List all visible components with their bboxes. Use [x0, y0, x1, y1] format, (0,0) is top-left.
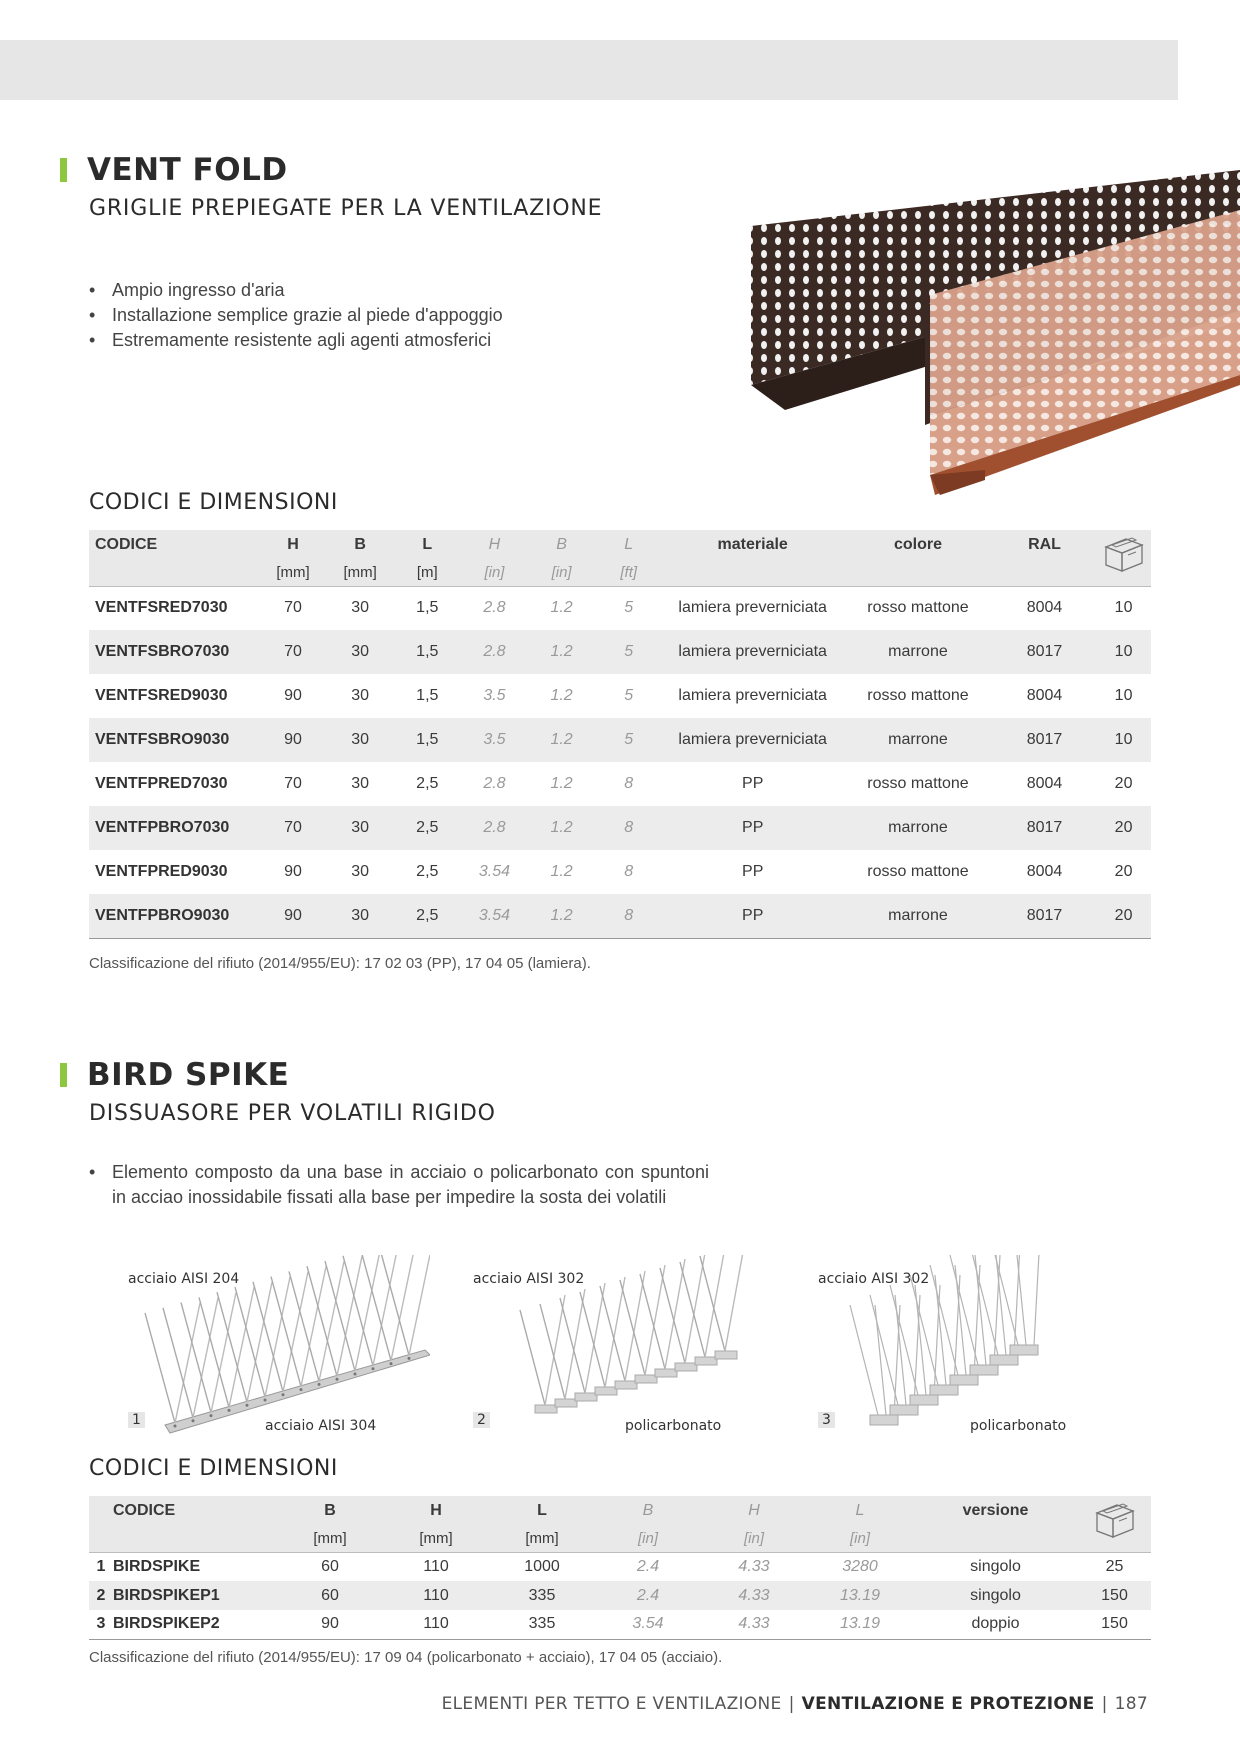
table-cell: singolo	[970, 1557, 1021, 1575]
table-cell: 70	[259, 630, 326, 674]
table-cell: 20	[1096, 806, 1151, 850]
table-cell: PP	[742, 775, 764, 792]
table-title: CODICI E DIMENSIONI	[89, 490, 338, 515]
figure-number: 1	[128, 1412, 145, 1428]
table-cell: 2.4	[636, 1557, 660, 1575]
table-cell: 4.33	[738, 1615, 770, 1633]
table-cell: 1.2	[550, 775, 573, 792]
table-cell: 1.2	[528, 806, 595, 850]
accent-bar	[60, 1063, 67, 1087]
table-cell: 10	[1114, 687, 1133, 704]
accent-bar	[60, 158, 67, 182]
table-cell: rosso mattone	[867, 687, 969, 704]
table-row	[89, 674, 1151, 718]
table-cell: lamiera preverniciata	[678, 687, 827, 704]
table-cell: 1.2	[550, 863, 573, 880]
table-cell: 10	[1096, 718, 1151, 762]
waste-classification-note: Classificazione del rifiuto (2014/955/EU): 17 09 04 (policarbonato + acciaio), 17 04 05 (acciaio).	[89, 1649, 723, 1666]
table-cell: 60	[321, 1557, 339, 1575]
table-row	[89, 850, 1151, 894]
table-cell: 90	[259, 718, 326, 762]
footer-separator: |	[788, 1694, 795, 1714]
table-cell: VENTFPRED7030	[95, 775, 228, 792]
table-cell: 2,5	[394, 894, 461, 938]
material-label-top: acciaio AISI 204	[128, 1271, 240, 1287]
table-row	[89, 1552, 1151, 1581]
table-cell: marrone	[843, 894, 993, 938]
col-h-in: H	[701, 1496, 807, 1526]
table-cell: 8	[595, 806, 662, 850]
col-l: L	[394, 530, 461, 560]
col-h: H	[383, 1496, 489, 1526]
table-cell: 110	[423, 1615, 449, 1633]
col-l-ft: L	[595, 530, 662, 560]
material-label-bottom: policarbonato	[970, 1418, 1067, 1434]
figure-number: 3	[818, 1412, 835, 1428]
unit-l-ft: [ft]	[595, 560, 662, 586]
table-cell: 8017	[993, 630, 1096, 674]
table-cell: 30	[327, 806, 394, 850]
unit-l-in: [in]	[807, 1526, 913, 1552]
table-cell: marrone	[843, 630, 993, 674]
table-row	[89, 1581, 1151, 1610]
material-label-bottom: acciaio AISI 304	[265, 1418, 377, 1434]
table-cell: 20	[1114, 863, 1133, 880]
unit-h: [mm]	[259, 560, 326, 586]
footer-separator: |	[1101, 1694, 1108, 1714]
table-cell: 2.8	[461, 806, 528, 850]
table-cell: BIRDSPIKE	[113, 1557, 201, 1575]
table-cell: 1,5	[394, 630, 461, 674]
unit-b: [mm]	[277, 1526, 383, 1552]
table-cell: 5	[624, 599, 634, 617]
table-unit-row	[89, 1526, 1151, 1552]
table-cell: VENTFSBRO7030	[89, 630, 259, 674]
section-heading: VENT FOLD	[87, 152, 288, 188]
col-b: B	[277, 1496, 383, 1526]
table-row	[89, 806, 1151, 850]
unit-h-in: [in]	[461, 560, 528, 586]
table-cell: 1,5	[416, 599, 439, 617]
table-cell: 8017	[993, 718, 1096, 762]
bird-spike-table-body	[89, 1552, 1151, 1639]
table-cell: 5	[595, 718, 662, 762]
unit-h: [mm]	[383, 1526, 489, 1552]
table-cell: 25	[1105, 1557, 1124, 1575]
feature-item: • Ampio ingresso d'aria	[89, 278, 503, 303]
table-cell: 8	[595, 894, 662, 938]
table-cell: 5	[595, 630, 662, 674]
table-cell: 30	[327, 630, 394, 674]
table-cell: 90	[321, 1615, 339, 1633]
col-colore: colore	[843, 530, 993, 560]
col-b-in: B	[528, 530, 595, 560]
table-cell: 1.2	[528, 630, 595, 674]
table-cell: 13.19	[839, 1615, 881, 1633]
table-cell: VENTFPBRO7030	[89, 806, 259, 850]
table-header-row	[89, 1496, 1151, 1526]
page-number: 187	[1114, 1694, 1148, 1714]
table-cell: 8017	[993, 894, 1096, 938]
footer-chapter: ELEMENTI PER TETTO E VENTILAZIONE	[441, 1694, 782, 1714]
col-ral: RAL	[993, 530, 1096, 560]
table-cell: 90	[259, 894, 326, 938]
table-cell: 150	[1101, 1615, 1128, 1633]
table-cell: 8004	[1026, 687, 1063, 704]
table-cell: 1.2	[550, 687, 573, 704]
table-cell: lamiera preverniciata	[678, 599, 827, 617]
table-cell: 2.8	[483, 599, 506, 617]
table-cell: lamiera preverniciata	[662, 630, 843, 674]
table-cell: rosso mattone	[867, 863, 969, 880]
table-cell: 1.2	[550, 599, 573, 617]
table-cell: 2.8	[483, 775, 506, 792]
material-label-bottom: policarbonato	[625, 1418, 722, 1434]
table-row	[89, 1610, 1151, 1639]
waste-classification-note: Classificazione del rifiuto (2014/955/EU): 17 02 03 (PP), 17 04 05 (lamiera).	[89, 955, 591, 972]
vent-fold-table-body	[89, 586, 1151, 938]
table-cell: 1,5	[394, 718, 461, 762]
material-label-top: acciaio AISI 302	[818, 1271, 930, 1287]
col-h: H	[259, 530, 326, 560]
table-cell: 2,5	[416, 863, 439, 880]
table-cell: marrone	[843, 718, 993, 762]
col-l-in: L	[807, 1496, 913, 1526]
col-package	[1078, 1496, 1151, 1552]
table-cell: 30	[351, 599, 370, 617]
table-cell: lamiera preverniciata	[662, 718, 843, 762]
table-cell: 8	[624, 863, 634, 880]
section-subtitle: GRIGLIE PREPIEGATE PER LA VENTILAZIONE	[89, 196, 603, 221]
table-row	[89, 762, 1151, 806]
table-cell: 3280	[842, 1557, 878, 1575]
table-cell: 30	[327, 718, 394, 762]
unit-b: [mm]	[327, 560, 394, 586]
table-cell: VENTFPBRO9030	[89, 894, 259, 938]
table-cell: PP	[662, 806, 843, 850]
table-cell: 13.19	[807, 1581, 913, 1610]
table-cell: 70	[259, 806, 326, 850]
row-index: 3	[96, 1615, 106, 1633]
col-l: L	[489, 1496, 595, 1526]
material-label-top: acciaio AISI 302	[473, 1271, 585, 1287]
feature-item: • Installazione semplice grazie al piede d'appoggio	[89, 303, 503, 328]
table-cell: 3.5	[461, 718, 528, 762]
table-row	[89, 718, 1151, 762]
col-index	[89, 1496, 113, 1526]
table-cell: 1.2	[528, 894, 595, 938]
table-cell: 150	[1078, 1581, 1151, 1610]
section-title-vent-fold	[60, 152, 288, 188]
table-cell: rosso mattone	[867, 775, 969, 792]
feature-item: • Estremamente resistente agli agenti atmosferici	[89, 328, 503, 353]
table-cell: 1000	[524, 1557, 560, 1575]
col-codice: CODICE	[89, 530, 259, 560]
table-header-row	[89, 530, 1151, 560]
section-subtitle: DISSUASORE PER VOLATILI RIGIDO	[89, 1101, 496, 1126]
table-cell: 335	[528, 1615, 556, 1633]
box-icon	[1093, 1501, 1137, 1541]
col-materiale: materiale	[662, 530, 843, 560]
row-index: 1	[96, 1557, 106, 1575]
table-cell: VENTFSBRO9030	[89, 718, 259, 762]
feature-list	[89, 1160, 709, 1210]
table-cell: 3.54	[461, 894, 528, 938]
table-cell: 2.8	[461, 630, 528, 674]
unit-codice	[113, 1526, 277, 1552]
table-cell: 70	[284, 599, 302, 617]
table-cell: 20	[1096, 894, 1151, 938]
col-b: B	[327, 530, 394, 560]
table-cell: 5	[624, 687, 634, 704]
table-cell: 2.4	[595, 1581, 701, 1610]
col-codice: CODICE	[113, 1496, 277, 1526]
unit-ral	[993, 560, 1096, 586]
section-title-bird-spike	[60, 1057, 289, 1093]
unit-codice	[89, 560, 259, 586]
table-cell: 4.33	[701, 1581, 807, 1610]
row-index: 2	[89, 1581, 113, 1610]
unit-l: [m]	[394, 560, 461, 586]
table-cell: 335	[489, 1581, 595, 1610]
vent-fold-product-image	[745, 170, 1240, 500]
table-cell: 20	[1114, 775, 1133, 792]
table-cell: marrone	[843, 806, 993, 850]
bird-spike-table	[89, 1496, 1151, 1640]
table-cell: VENTFSRED9030	[95, 687, 228, 704]
table-cell: 30	[351, 687, 370, 704]
table-cell: 8004	[1026, 863, 1063, 880]
table-cell: singolo	[913, 1581, 1078, 1610]
vent-fold-table	[89, 530, 1151, 939]
table-cell: 3.5	[483, 687, 506, 704]
table-row	[89, 630, 1151, 674]
figure-number: 2	[473, 1412, 490, 1428]
table-cell: 30	[327, 894, 394, 938]
table-cell: PP	[662, 894, 843, 938]
table-cell: 8004	[1026, 775, 1063, 792]
unit-b-in: [in]	[528, 560, 595, 586]
col-b-in: B	[595, 1496, 701, 1526]
footer-section: VENTILAZIONE E PROTEZIONE	[801, 1694, 1095, 1714]
table-cell: 8017	[993, 806, 1096, 850]
unit-b-in: [in]	[595, 1526, 701, 1552]
table-cell: 2,5	[394, 806, 461, 850]
feature-item: • Elemento composto da una base in acciaio o policarbonato con spuntoni in acciao inossidabile fissati alla base per impedire la sosta dei volatili	[89, 1160, 709, 1210]
table-cell: doppio	[971, 1615, 1020, 1633]
col-package	[1096, 530, 1151, 586]
table-cell: VENTFPRED9030	[95, 863, 228, 880]
table-cell: 2,5	[416, 775, 439, 792]
table-cell: 30	[351, 775, 370, 792]
table-cell: 90	[284, 687, 302, 704]
table-cell: 1,5	[416, 687, 439, 704]
table-row	[89, 586, 1151, 630]
unit-versione	[913, 1526, 1078, 1552]
table-cell: 10	[1114, 599, 1133, 617]
table-cell: VENTFSRED7030	[95, 599, 228, 617]
col-versione: versione	[913, 1496, 1078, 1526]
unit-h-in: [in]	[701, 1526, 807, 1552]
table-cell: 110	[423, 1557, 449, 1575]
table-cell: BIRDSPIKEP1	[113, 1581, 277, 1610]
box-icon	[1102, 535, 1146, 575]
section-heading: BIRD SPIKE	[87, 1057, 290, 1093]
top-band	[0, 40, 1178, 100]
feature-list	[89, 278, 503, 353]
table-cell: 110	[383, 1581, 489, 1610]
col-h-in: H	[461, 530, 528, 560]
table-cell: 90	[284, 863, 302, 880]
unit-index	[89, 1526, 113, 1552]
table-row	[89, 894, 1151, 938]
table-cell: 70	[284, 775, 302, 792]
table-cell: 8004	[1026, 599, 1063, 617]
table-cell: 4.33	[738, 1557, 770, 1575]
table-cell: BIRDSPIKEP2	[113, 1615, 220, 1633]
table-cell: PP	[742, 863, 764, 880]
table-cell: 60	[277, 1581, 383, 1610]
unit-l: [mm]	[489, 1526, 595, 1552]
unit-colore	[843, 560, 993, 586]
table-cell: 30	[351, 863, 370, 880]
table-unit-row	[89, 560, 1151, 586]
table-cell: 1.2	[528, 718, 595, 762]
unit-materiale	[662, 560, 843, 586]
table-cell: 3.54	[478, 863, 511, 880]
table-cell: rosso mattone	[867, 599, 969, 617]
page-footer	[442, 1694, 1148, 1714]
table-cell: 10	[1096, 630, 1151, 674]
table-title: CODICI E DIMENSIONI	[89, 1456, 338, 1481]
table-cell: 3.54	[632, 1615, 664, 1633]
table-cell: 8	[624, 775, 634, 792]
